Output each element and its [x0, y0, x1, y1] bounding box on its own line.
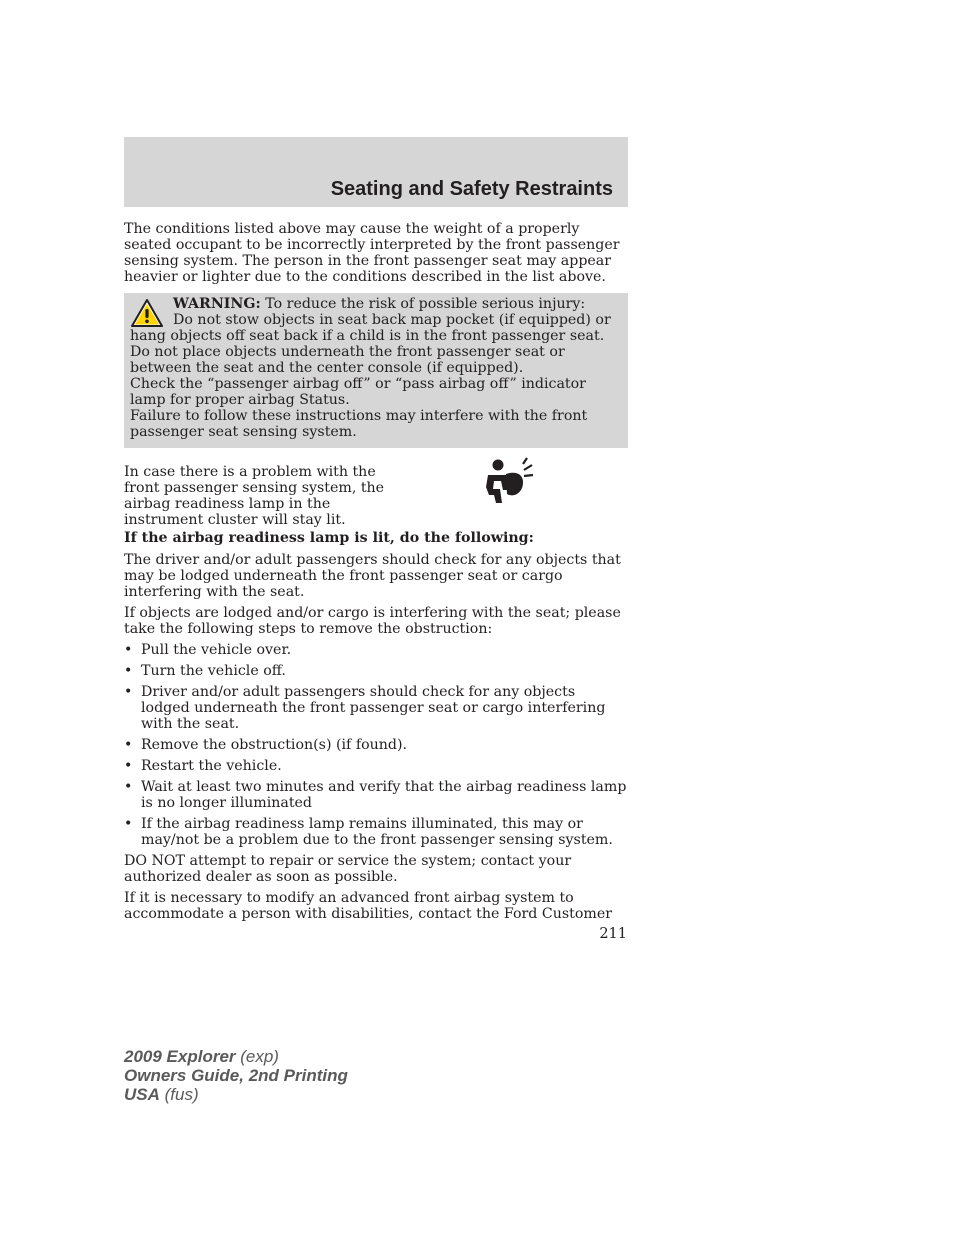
footer-model: 2009 Explorer	[124, 1047, 236, 1066]
list-item	[124, 779, 628, 811]
footer-line-model	[124, 1047, 348, 1066]
intro-paragraph: The conditions listed above may cause the weight of a properly seated occupant to be incorrectly interpreted by the front passenger sensing system. The person in the front passenger seat may appear heavier or lighter due to the conditions described in the list above.	[124, 221, 620, 285]
footer-market: USA	[124, 1085, 160, 1104]
warning-line: Failure to follow these instructions may interfere with the front passenger seat sensing system.	[130, 408, 588, 440]
dealer-paragraph: DO NOT attempt to repair or service the system; contact your authorized dealer as soon as possible.	[124, 853, 572, 885]
list-item-text: Turn the vehicle off.	[141, 663, 286, 679]
steps-paragraph: If objects are lodged and/or cargo is interfering with the seat; please take the following steps to remove the obstruction:	[124, 605, 621, 637]
warning-line: Check the “passenger airbag off” or “pass airbag off” indicator lamp for proper airbag Status.	[130, 376, 586, 408]
warning-line: Do not stow objects in seat back map pocket (if equipped) or hang objects off seat back if a child is in the front passenger seat.	[130, 312, 611, 344]
list-item-text: If the airbag readiness lamp remains illuminated, this may or may/not be a problem due to the front passenger sensing system.	[141, 816, 613, 848]
warning-line: Do not place objects underneath the front passenger seat or between the seat and the center console (if equipped).	[130, 344, 565, 376]
list-item	[124, 642, 628, 658]
bullet: •	[124, 684, 133, 700]
warning-label: WARNING:	[173, 296, 261, 312]
list-item-text: Driver and/or adult passengers should check for any objects lodged underneath the front passenger seat or cargo interfering with the seat.	[141, 684, 606, 732]
list-item-text: Restart the vehicle.	[141, 758, 282, 774]
section-title: Seating and Safety Restraints	[330, 178, 613, 200]
lamp-section	[124, 464, 628, 526]
bullet: •	[124, 779, 133, 795]
section-header	[124, 137, 628, 207]
list-item	[124, 737, 628, 753]
lamp-paragraph: In case there is a problem with the front passenger sensing system, the airbag readiness lamp in the instrument cluster will stay lit.	[124, 464, 385, 528]
warning-lead-text: To reduce the risk of possible serious injury:	[260, 296, 586, 312]
bullet: •	[124, 758, 133, 774]
check-paragraph: The driver and/or adult passengers should check for any objects that may be lodged underneath the front passenger seat or cargo interfering with the seat.	[124, 552, 621, 600]
list-item-text: Wait at least two minutes and verify that the airbag readiness lamp is no longer illuminated	[141, 779, 627, 811]
airbag-readiness-icon	[480, 457, 534, 509]
page-content	[124, 221, 628, 927]
bullet: •	[124, 663, 133, 679]
bullet: •	[124, 737, 133, 753]
footer-edition: Owners Guide, 2nd Printing	[124, 1066, 348, 1085]
page-number: 211	[599, 926, 627, 942]
list-item-text: Pull the vehicle over.	[141, 642, 292, 658]
document-footer	[124, 1047, 348, 1104]
warning-box	[124, 293, 628, 448]
bullet: •	[124, 816, 133, 832]
footer-line-market	[124, 1085, 348, 1104]
bullet: •	[124, 642, 133, 658]
list-item	[124, 684, 628, 732]
modify-paragraph: If it is necessary to modify an advanced front airbag system to accommodate a person with disabilities, contact the Ford Customer	[124, 890, 613, 922]
warning-triangle-icon	[130, 298, 164, 328]
footer-market-code: (fus)	[159, 1085, 199, 1104]
list-item	[124, 816, 628, 848]
list-item	[124, 663, 628, 679]
list-item	[124, 758, 628, 774]
list-item-text: Remove the obstruction(s) (if found).	[141, 737, 408, 753]
footer-model-code: (exp)	[235, 1047, 279, 1066]
lit-heading: If the airbag readiness lamp is lit, do the following:	[124, 530, 534, 546]
steps-list	[124, 642, 628, 848]
warning-lead	[130, 296, 622, 312]
